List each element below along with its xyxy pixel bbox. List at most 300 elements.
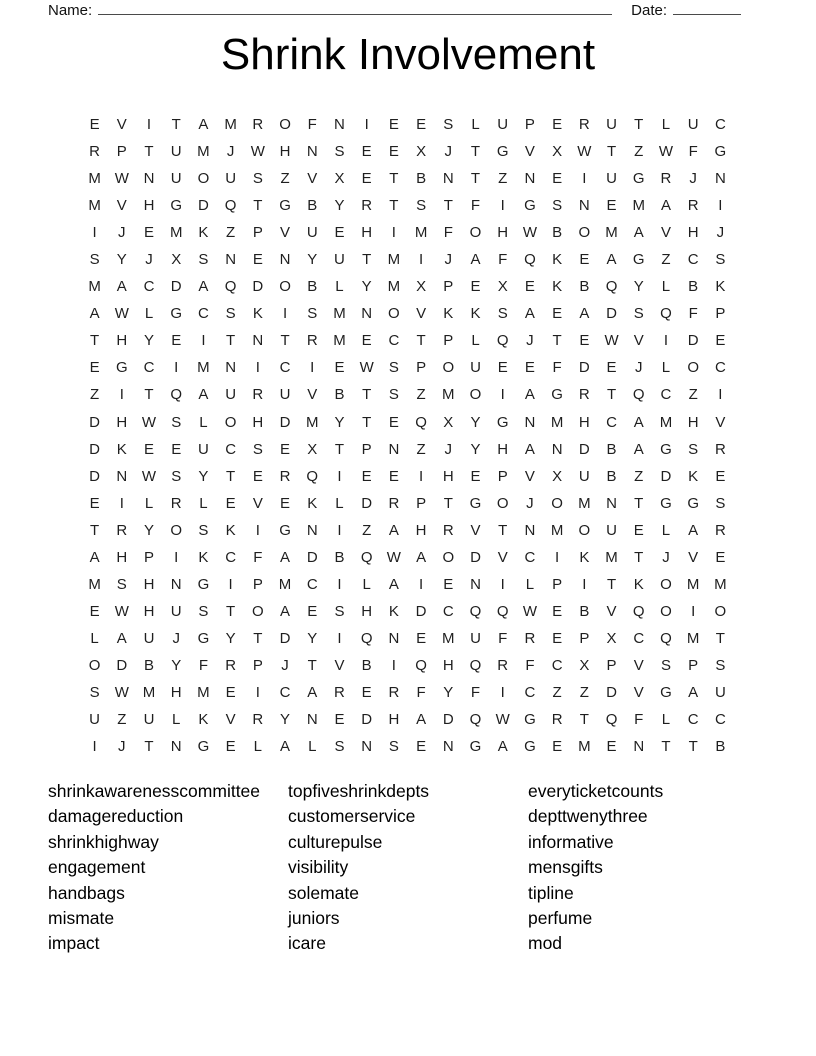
grid-letter: E: [361, 467, 372, 485]
grid-letter: U: [306, 224, 318, 242]
grid-letter: R: [334, 684, 345, 701]
grid-letter: E: [388, 143, 399, 161]
grid-letter: J: [635, 359, 643, 377]
grid-letter: N: [551, 440, 563, 458]
grid-letter: Z: [661, 251, 671, 269]
grid-letter: H: [497, 224, 509, 242]
grid-letter: V: [307, 170, 318, 188]
grid-letter: E: [552, 170, 563, 188]
grid-letter: C: [714, 359, 726, 377]
grid-letter: R: [660, 170, 672, 188]
grid-letter: R: [306, 332, 318, 350]
grid-letter: E: [225, 684, 236, 701]
grid-letter: O: [660, 602, 672, 620]
grid-letter: S: [171, 467, 182, 485]
grid-letter: Q: [415, 656, 427, 674]
grid-letter: C: [660, 386, 672, 404]
grid-letter: H: [687, 413, 699, 431]
grid-letter: I: [364, 116, 369, 134]
grid-letter: V: [524, 467, 535, 485]
grid-letter: H: [578, 413, 590, 431]
grid-letter: H: [388, 711, 400, 729]
grid-letter: D: [687, 332, 699, 350]
grid-letter: P: [252, 224, 263, 242]
grid-letter: I: [391, 224, 396, 242]
grid-letter: O: [279, 278, 291, 296]
grid-letter: O: [88, 656, 101, 674]
grid-letter: O: [469, 224, 482, 242]
grid-letter: C: [524, 684, 536, 701]
grid-letter: F: [416, 684, 426, 701]
grid-letter: M: [578, 738, 591, 756]
grid-letter: M: [88, 170, 101, 188]
grid-letter: Q: [632, 602, 645, 620]
grid-letter: J: [526, 332, 534, 350]
grid-letter: V: [524, 143, 535, 161]
grid-letter: J: [145, 251, 153, 269]
grid-letter: K: [198, 711, 209, 729]
word-item: shrinkawarenesscommittee: [48, 781, 261, 801]
grid-letter: J: [662, 548, 670, 566]
grid-letter: T: [579, 711, 589, 729]
grid-letter: E: [361, 170, 372, 188]
grid-letter: N: [116, 467, 128, 485]
grid-letter: Q: [605, 711, 618, 729]
grid-letter: M: [387, 251, 401, 269]
grid-letter: T: [634, 494, 644, 512]
grid-letter: E: [715, 332, 726, 350]
grid-letter: C: [306, 575, 318, 593]
grid-letter: T: [715, 629, 725, 647]
grid-letter: D: [415, 602, 427, 620]
grid-letter: D: [361, 494, 373, 512]
grid-letter: C: [279, 684, 291, 701]
grid-letter: S: [388, 386, 399, 404]
word-item: tipline: [528, 882, 574, 903]
grid-letter: J: [526, 494, 534, 512]
grid-letter: Q: [306, 467, 319, 485]
grid-letter: B: [144, 656, 155, 674]
grid-letter: K: [198, 224, 209, 242]
grid-letter: V: [497, 548, 508, 566]
grid-letter: R: [252, 386, 264, 404]
grid-letter: A: [606, 251, 617, 269]
grid-letter: N: [361, 305, 373, 323]
grid-letter: M: [169, 224, 183, 242]
grid-letter: E: [715, 467, 726, 485]
grid-letter: I: [337, 629, 342, 647]
date-label: Date:: [631, 2, 667, 19]
grid-letter: E: [443, 575, 454, 593]
grid-letter: M: [659, 413, 673, 431]
grid-letter: B: [334, 386, 345, 404]
grid-letter: T: [443, 494, 453, 512]
grid-letter: E: [334, 224, 345, 242]
grid-letter: A: [633, 224, 644, 242]
grid-letter: Q: [605, 278, 618, 296]
grid-letter: E: [361, 332, 372, 350]
grid-letter: M: [278, 575, 292, 593]
grid-letter: M: [387, 278, 401, 296]
grid-letter: Y: [361, 278, 372, 296]
grid-letter: P: [606, 656, 617, 674]
grid-letter: W: [577, 143, 592, 161]
grid-letter: T: [226, 467, 236, 485]
word-item: mod: [528, 933, 563, 954]
grid-letter: R: [279, 467, 291, 485]
grid-letter: K: [443, 305, 454, 323]
word-item: handbags: [48, 882, 125, 903]
grid-letter: O: [687, 359, 700, 377]
grid-letter: A: [524, 386, 535, 404]
grid-letter: N: [578, 197, 590, 215]
grid-letter: R: [361, 197, 373, 215]
grid-letter: R: [89, 143, 101, 161]
grid-letter: S: [225, 305, 236, 323]
grid-letter: Z: [634, 467, 644, 485]
grid-letter: E: [144, 440, 155, 458]
grid-letter: W: [114, 170, 129, 188]
grid-letter: R: [714, 521, 726, 539]
grid-letter: X: [334, 170, 345, 188]
grid-letter: D: [252, 278, 264, 296]
grid-letter: C: [714, 116, 726, 134]
grid-letter: S: [443, 116, 454, 134]
grid-letter: N: [470, 575, 481, 593]
grid-letter: P: [416, 494, 427, 512]
grid-letter: I: [500, 197, 505, 215]
grid-letter: N: [714, 170, 726, 188]
grid-letter: T: [362, 413, 372, 431]
grid-letter: X: [497, 278, 508, 296]
grid-letter: R: [687, 197, 699, 215]
grid-letter: U: [714, 684, 726, 701]
grid-letter: F: [688, 143, 698, 161]
grid-letter: H: [415, 521, 427, 539]
grid-letter: H: [687, 224, 699, 242]
grid-letter: Z: [226, 224, 236, 242]
grid-letter: T: [606, 386, 617, 404]
grid-letter: S: [552, 197, 563, 215]
grid-letter: L: [335, 278, 344, 296]
grid-letter: Y: [334, 197, 345, 215]
grid-letter: A: [579, 305, 590, 323]
grid-letter: M: [306, 413, 319, 431]
grid-letter: A: [280, 548, 291, 566]
grid-letter: E: [280, 494, 291, 512]
grid-letter: A: [198, 386, 209, 404]
grid-letter: Y: [470, 413, 481, 431]
grid-letter: O: [197, 170, 210, 188]
grid-letter: N: [252, 332, 264, 350]
grid-letter: U: [170, 143, 182, 161]
grid-letter: L: [90, 629, 99, 647]
grid-letter: T: [90, 332, 100, 350]
grid-letter: F: [470, 197, 481, 215]
grid-letter: X: [552, 143, 563, 161]
grid-letter: V: [334, 656, 345, 674]
grid-letter: O: [551, 494, 563, 512]
grid-letter: X: [416, 278, 427, 296]
grid-letter: H: [252, 413, 264, 431]
grid-letter: V: [116, 116, 127, 134]
grid-letter: K: [579, 548, 590, 566]
grid-letter: Z: [498, 170, 508, 188]
grid-letter: G: [197, 629, 210, 647]
grid-letter: K: [116, 440, 127, 458]
grid-letter: Y: [198, 467, 209, 485]
grid-letter: N: [306, 143, 318, 161]
grid-letter: M: [632, 197, 646, 215]
grid-letter: B: [416, 170, 427, 188]
grid-letter: Z: [579, 684, 589, 701]
grid-letter: M: [197, 684, 210, 701]
grid-letter: G: [660, 684, 672, 701]
grid-letter: O: [170, 521, 183, 539]
grid-letter: M: [605, 224, 618, 242]
grid-letter: M: [333, 332, 346, 350]
grid-letter: R: [116, 521, 128, 539]
grid-letter: I: [691, 602, 696, 620]
word-item: icare: [288, 933, 326, 954]
grid-letter: E: [552, 305, 563, 323]
grid-letter: P: [144, 548, 155, 566]
grid-letter: O: [660, 575, 672, 593]
grid-letter: P: [579, 629, 590, 647]
grid-letter: A: [388, 575, 399, 593]
grid-letter: Y: [470, 440, 481, 458]
grid-letter: G: [632, 170, 645, 188]
grid-letter: E: [633, 521, 644, 539]
grid-letter: U: [198, 440, 209, 458]
grid-letter: D: [361, 711, 373, 729]
grid-letter: A: [688, 684, 699, 701]
grid-letter: X: [171, 251, 182, 269]
grid-letter: O: [469, 386, 482, 404]
puzzle-title: Shrink Involvement: [220, 30, 596, 79]
grid-letter: U: [606, 521, 617, 539]
grid-letter: U: [143, 711, 155, 729]
grid-letter: X: [579, 656, 590, 674]
grid-letter: K: [633, 575, 644, 593]
grid-letter: L: [661, 521, 671, 539]
grid-letter: D: [89, 440, 101, 458]
grid-letter: O: [224, 413, 237, 431]
grid-letter: M: [88, 278, 101, 296]
grid-letter: G: [660, 440, 672, 458]
grid-letter: G: [524, 738, 536, 756]
grid-letter: L: [661, 278, 671, 296]
grid-letter: W: [495, 711, 510, 729]
grid-letter: M: [414, 224, 428, 242]
grid-letter: U: [225, 386, 237, 404]
grid-letter: R: [524, 629, 536, 647]
grid-letter: C: [714, 711, 726, 729]
grid-letter: R: [442, 521, 454, 539]
grid-letter: N: [524, 521, 536, 539]
word-item: impact: [48, 933, 100, 954]
grid-letter: N: [170, 738, 182, 756]
grid-letter: V: [225, 711, 236, 729]
grid-letter: S: [307, 305, 318, 323]
grid-letter: S: [89, 251, 100, 269]
grid-letter: R: [252, 116, 264, 134]
grid-letter: E: [416, 629, 427, 647]
grid-letter: Y: [225, 629, 236, 647]
grid-letter: N: [225, 359, 237, 377]
grid-letter: A: [497, 738, 508, 756]
word-item: informative: [528, 831, 614, 852]
grid-letter: I: [337, 575, 342, 593]
grid-letter: S: [715, 656, 726, 674]
grid-letter: C: [143, 359, 155, 377]
grid-letter: T: [443, 197, 453, 215]
grid-letter: E: [606, 738, 617, 756]
grid-letter: Y: [334, 413, 345, 431]
grid-letter: U: [170, 602, 182, 620]
grid-letter: E: [606, 359, 617, 377]
grid-letter: L: [253, 738, 263, 756]
grid-letter: I: [174, 359, 179, 377]
grid-letter: M: [578, 494, 591, 512]
grid-letter: S: [388, 359, 399, 377]
grid-letter: S: [116, 575, 127, 593]
grid-letter: Z: [416, 386, 426, 404]
grid-letter: Q: [469, 656, 482, 674]
grid-letter: D: [89, 467, 101, 485]
grid-letter: P: [443, 332, 454, 350]
grid-letter: I: [663, 332, 669, 350]
grid-letter: I: [582, 575, 587, 593]
grid-letter: W: [141, 467, 157, 485]
grid-letter: K: [198, 548, 209, 566]
grid-letter: N: [606, 494, 617, 512]
grid-letter: T: [470, 143, 481, 161]
grid-letter: E: [524, 359, 535, 377]
date-fill-line: [673, 0, 741, 15]
grid-letter: W: [522, 602, 538, 620]
grid-letter: A: [307, 684, 318, 701]
grid-letter: W: [359, 359, 374, 377]
grid-letter: H: [116, 413, 128, 431]
grid-letter: E: [171, 332, 182, 350]
grid-letter: T: [90, 521, 100, 539]
grid-letter: B: [579, 602, 590, 620]
word-item: damagereduction: [48, 806, 184, 827]
grid-letter: F: [498, 251, 508, 269]
grid-letter: G: [660, 494, 672, 512]
grid-letter: J: [281, 656, 289, 674]
grid-letter: E: [552, 629, 563, 647]
grid-letter: E: [225, 738, 236, 756]
grid-letter: I: [255, 521, 260, 539]
grid-letter: B: [688, 278, 699, 296]
grid-letter: M: [442, 386, 455, 404]
grid-letter: E: [89, 602, 100, 620]
grid-letter: I: [718, 386, 723, 404]
grid-letter: Z: [90, 386, 100, 404]
grid-letter: R: [225, 656, 237, 674]
grid-letter: C: [606, 413, 617, 431]
grid-letter: R: [578, 116, 590, 134]
grid-letter: D: [170, 278, 182, 296]
grid-letter: T: [226, 602, 236, 620]
grid-letter: P: [416, 359, 427, 377]
grid-letter: B: [361, 656, 372, 674]
grid-letter: T: [606, 575, 617, 593]
word-item: everyticketcounts: [528, 781, 664, 801]
grid-letter: D: [279, 629, 291, 647]
grid-letter: C: [388, 332, 400, 350]
grid-letter: E: [552, 116, 563, 134]
grid-letter: A: [198, 116, 209, 134]
grid-letter: G: [714, 143, 727, 161]
letter-grid: [81, 111, 734, 760]
grid-letter: Y: [443, 684, 454, 701]
grid-letter: Z: [552, 684, 562, 701]
grid-letter: E: [171, 440, 182, 458]
grid-letter: L: [362, 575, 371, 593]
grid-letter: B: [552, 224, 563, 242]
grid-letter: E: [361, 143, 372, 161]
grid-letter: Y: [280, 711, 291, 729]
grid-letter: H: [116, 548, 128, 566]
grid-letter: X: [443, 413, 454, 431]
grid-letter: K: [552, 278, 563, 296]
grid-letter: M: [197, 143, 210, 161]
grid-letter: D: [606, 305, 617, 323]
grid-letter: I: [146, 116, 152, 134]
grid-letter: Q: [496, 332, 509, 350]
grid-letter: Q: [170, 386, 183, 404]
grid-letter: G: [496, 413, 509, 431]
grid-letter: T: [307, 656, 317, 674]
grid-letter: K: [307, 494, 318, 512]
grid-letter: N: [143, 170, 155, 188]
grid-letter: L: [144, 494, 154, 512]
grid-letter: H: [361, 602, 373, 620]
grid-letter: N: [633, 738, 645, 756]
grid-letter: O: [279, 116, 291, 134]
grid-letter: O: [388, 305, 400, 323]
grid-letter: P: [497, 467, 508, 485]
grid-letter: I: [119, 494, 124, 512]
grid-letter: Q: [360, 548, 373, 566]
grid-letter: D: [470, 548, 481, 566]
grid-letter: G: [524, 711, 536, 729]
grid-letter: T: [144, 738, 154, 756]
grid-letter: M: [333, 305, 346, 323]
grid-letter: N: [524, 170, 536, 188]
grid-letter: U: [470, 359, 481, 377]
grid-letter: G: [551, 386, 563, 404]
grid-letter: F: [498, 629, 508, 647]
grid-letter: A: [660, 197, 671, 215]
grid-letter: V: [252, 494, 263, 512]
grid-letter: N: [225, 251, 237, 269]
grid-letter: P: [552, 575, 563, 593]
grid-letter: J: [444, 143, 453, 161]
grid-letter: S: [715, 494, 726, 512]
grid-letter: X: [552, 467, 563, 485]
grid-letter: H: [497, 440, 509, 458]
grid-letter: V: [715, 413, 726, 431]
grid-letter: M: [88, 575, 101, 593]
grid-letter: C: [198, 305, 209, 323]
grid-letter: G: [279, 197, 291, 215]
grid-letter: N: [388, 629, 400, 647]
grid-letter: D: [606, 684, 617, 701]
